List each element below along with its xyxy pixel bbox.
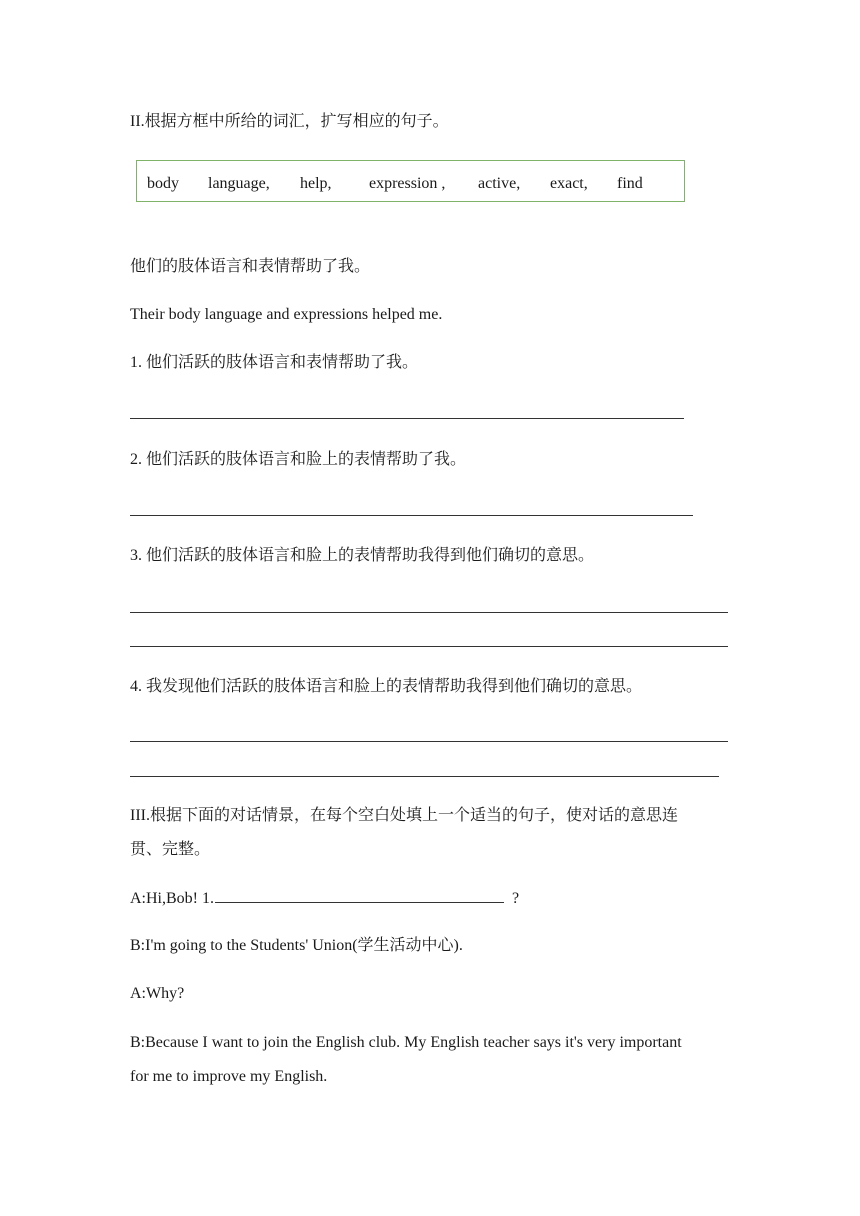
item-3-prompt: 3. 他们活跃的肢体语言和脸上的表情帮助我得到他们确切的意思。: [130, 547, 595, 564]
item-2-prompt: 2. 他们活跃的肢体语言和脸上的表情帮助了我。: [130, 451, 467, 468]
item-1-prompt: 1. 他们活跃的肢体语言和表情帮助了我。: [130, 354, 419, 371]
word-item: help,: [300, 175, 332, 192]
word-item: active,: [478, 175, 521, 192]
dialogue-b1: B:I'm going to the Students' Union(学生活动中心).: [130, 937, 463, 954]
dialogue-b2-line-1: B:Because I want to join the English club. My English teacher says it's very important: [130, 1034, 682, 1051]
section-3-heading-line-1: III.根据下面的对话情景，在每个空白处填上一个适当的句子，使对话的意思连: [130, 807, 678, 824]
word-item: find: [617, 175, 643, 192]
dialogue-a1-text: A:Hi,Bob! 1.: [130, 890, 214, 907]
dialogue-a2: A:Why?: [130, 985, 185, 1002]
dialogue-blank-1[interactable]: [215, 888, 504, 903]
word-item: body: [147, 175, 179, 192]
item-4-prompt: 4. 我发现他们活跃的肢体语言和脸上的表情帮助我得到他们确切的意思。: [130, 678, 643, 695]
example-chinese: 他们的肢体语言和表情帮助了我。: [130, 258, 371, 275]
word-item: expression ,: [369, 175, 446, 192]
word-item: exact,: [550, 175, 588, 192]
dialogue-a1: [130, 888, 519, 909]
word-box: [136, 160, 685, 202]
section-3-heading-line-2: 贯、完整。: [130, 841, 211, 858]
example-english: Their body language and expressions helped me.: [130, 306, 443, 323]
section-2-heading: II.根据方框中所给的词汇，扩写相应的句子。: [130, 113, 449, 130]
dialogue-b2-line-2: for me to improve my English.: [130, 1068, 328, 1085]
item-2-answer-line[interactable]: [130, 515, 693, 516]
item-4-answer-line-1[interactable]: [130, 741, 728, 742]
item-3-answer-line-2[interactable]: [130, 646, 728, 647]
word-item: language,: [208, 175, 270, 192]
dialogue-a1-question-mark: ?: [512, 890, 520, 907]
item-4-answer-line-2[interactable]: [130, 776, 719, 777]
item-1-answer-line[interactable]: [130, 418, 684, 419]
item-3-answer-line-1[interactable]: [130, 612, 728, 613]
